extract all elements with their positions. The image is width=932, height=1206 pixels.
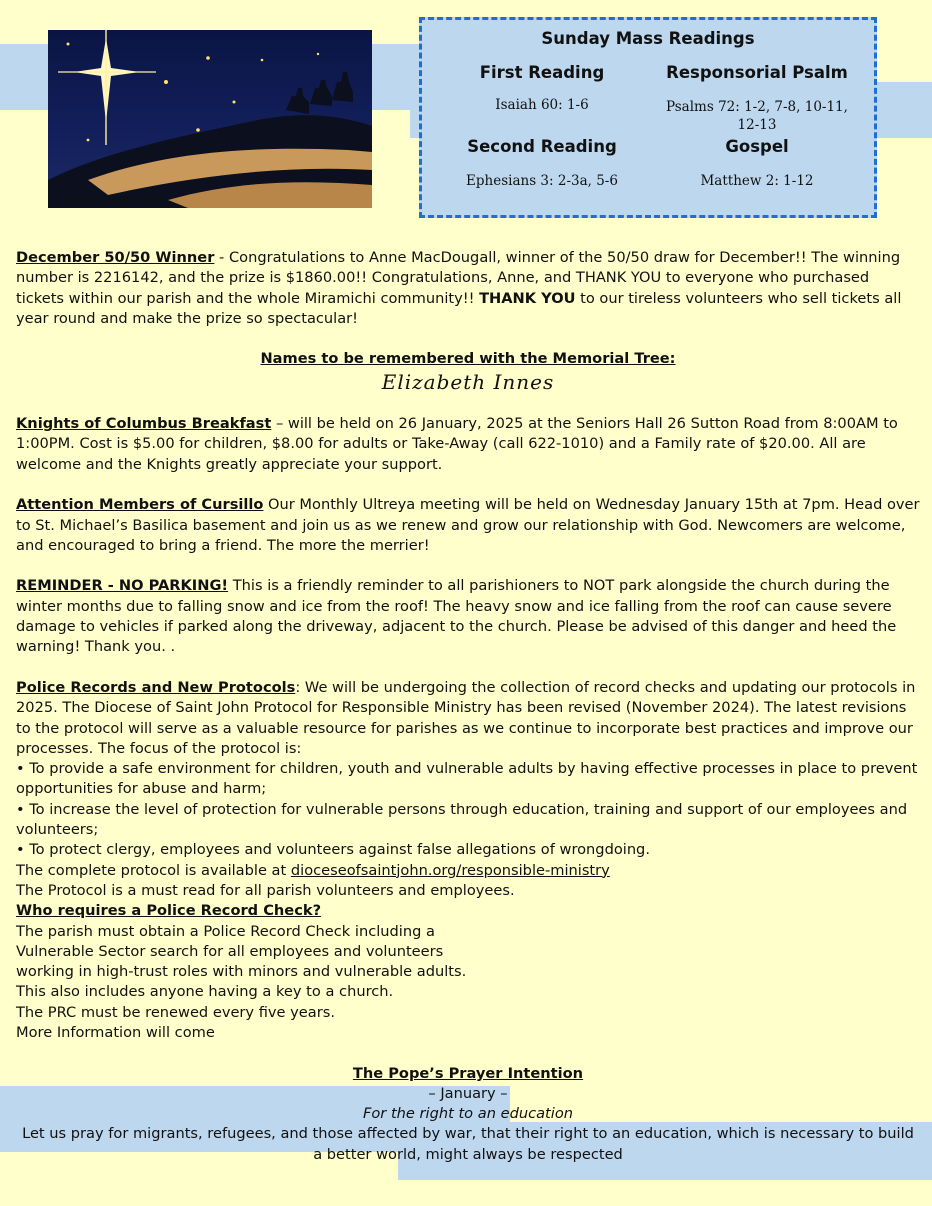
pope-month: – January – (428, 1084, 508, 1102)
second-reading-label: Second Reading (467, 137, 617, 156)
knights-paragraph: Knights of Columbus Breakfast – will be held on 26 January, 2025 at the Seniors Hall 26 Sutton Road from 8:00AM to 1:00PM. Cost is $5.00 for children, $8.00 for adults or Take-Away (call 622-1010) and a Family rate of $20.00. All are welcome and the Knights greatly appreciate your support. (16, 415, 898, 473)
pope-intention: For the right to an education (362, 1105, 573, 1123)
readings-title: Sunday Mass Readings (541, 29, 755, 48)
pope-heading: The Pope’s Prayer Intention (352, 1064, 584, 1082)
first-reading-label: First Reading (479, 63, 605, 82)
star-and-magi-icon (48, 30, 372, 208)
police-paragraph: Police Records and New Protocols: We will be undergoing the collection of record checks and updating our protocols in 2025. The Diocese of Saint John Protocol for Responsible Ministry has been revised (November 2024). The latest revisions to the protocol will serve as a valuable resource for parishes as we continue to incorporate best practices and improve our processes. The focus of the protocol is: (16, 678, 916, 757)
first-reading-value: Isaiah 60: 1-6 (495, 97, 589, 113)
gospel-label: Gospel (725, 137, 789, 156)
knights-heading: Knights of Columbus Breakfast (16, 415, 272, 433)
protocol-link[interactable]: dioceseofsaintjohn.org/responsible-ministry (290, 861, 610, 879)
cursillo-heading: Attention Members of Cursillo (16, 496, 264, 514)
epiphany-illustration (48, 30, 372, 208)
second-reading-value: Ephesians 3: 2-3a, 5-6 (466, 173, 618, 189)
list-item: • To protect clergy, employees and volunteers against false allegations of wrongdoing. (16, 841, 650, 859)
who-requires-heading: Who requires a Police Record Check? (16, 902, 322, 920)
parking-heading: REMINDER - NO PARKING! (16, 577, 229, 595)
pope-prayer: Let us pray for migrants, refugees, and those affected by war, that their right to an education, which is necessary to build a better world, might always be respected (22, 1125, 914, 1163)
gospel-value: Matthew 2: 1-12 (700, 173, 814, 189)
art-credit: Religious Graphics Ltd. (60, 195, 164, 205)
cursillo-paragraph: Attention Members of Cursillo Our Monthly Ultreya meeting will be held on Wednesday January 15th at 7pm. Head over to St. Michael’s Basilica basement and join us as we renew and grow our relationship with God. Newcomers are welcome, and encouraged to bring a friend. The more the merrier! (16, 496, 920, 554)
psalm-value: Psalms 72: 1-2, 7-8, 10-11, 12-13 (666, 99, 848, 133)
winner-paragraph: December 50/50 Winner - Congratulations to Anne MacDougall, winner of the 50/50 draw for December!! The winning number is 2216142, and the prize is $1860.00!! Congratulations, Anne, and THANK YOU to everyone who purchased tickets within our parish and the whole Miramichi community!! THANK YOU to our tireless volunteers who sell tickets all year round and make the prize so spectacular! (16, 249, 902, 327)
mass-readings-box (419, 17, 877, 218)
winner-heading: December 50/50 Winner (16, 249, 215, 266)
police-heading: Police Records and New Protocols (16, 678, 296, 696)
memorial-name: Elizabeth Innes (381, 369, 555, 394)
psalm-label: Responsorial Psalm (666, 63, 848, 82)
parking-paragraph: REMINDER - NO PARKING! This is a friendly reminder to all parishioners to NOT park alongside the church during the winter months due to falling snow and ice from the roof! The heavy snow and ice falling from the roof can cause severe damage to vehicles if parked along the driveway, adjacent to the church. Please be advised of this danger and heed the warning! Thank you. . (16, 577, 897, 656)
list-item: • To provide a safe environment for children, youth and vulnerable adults by having effective processes in place to prevent opportunities for abuse and harm; (16, 760, 918, 798)
bulletin-content: December 50/50 Winner - Congratulations to Anne MacDougall, winner of the 50/50 draw for December!! The winning number is 2216142, and the prize is $1860.00!! Congratulations, Anne, and THANK YOU to everyone who purchased tickets within our parish and the whole Miramichi community!! THANK YOU to our tireless volunteers who sell tickets all year round and make the prize so spectacular! Names to be remembered with the Memorial Tree: Elizabeth Innes Knights of Columbus Breakfast – will be held on 26 January, 2025 at the Seniors Hall 26 Sutton Road from 8:00AM to 1:00PM. Cost is $5.00 for children, $8.00 for adults or Take-Away (call 622-1010) and a Family rate of $20.00. All are welcome and the Knights greatly appreciate your support. Attention Members of Cursillo Our Monthly Ultreya meeting will be held on Wednesday January 15th at 7pm. Head over to St. Michael’s Basilica basement and join us as we renew and grow our relationship with God. Newcomers are welcome, and encouraged to bring a friend. The more the merrier! REMINDER - NO PARKING! This is a friendly reminder to all parishioners to NOT park alongside the church during the winter months due to falling snow and ice from the roof! The heavy snow and ice falling from the roof can cause severe damage to vehicles if parked along the driveway, adjacent to the church. Please be advised of this danger and heed the warning! Thank you. . Police Records and New Protocols: We will be undergoing the collection of record checks and updating our protocols in 2025. The Diocese of Saint John Protocol for Responsible Ministry has been revised (November 2024). The latest revisions to the protocol will serve as a valuable resource for parishes as we continue to incorporate best practices and improve our processes. The focus of the protocol is: • To provide a safe environment for children, youth and vulnerable adults by having effective processes in place to prevent opportunities for abuse and harm; • To increase the level of protection for vulnerable persons through education, training and support of our employees and volunteers; • To protect clergy, employees and volunteers against false allegations of wrongdoing. The complete protocol is available at dioceseofsaintjohn.org/responsible-ministry The Protocol is a must read for all parish volunteers and employees. Who requires a Police Record Check? The parish must obtain a Police Record Check including a Vulnerable Sector search for all employees and volunteers working in high-trust roles with minors and vulnerable adults. This also includes anyone having a key to a church. The PRC must be renewed every five years. More Information will come The Pope’s Prayer Intention – January – For the right to an education Let us pray for migrants, refugees, and those affected by war, that their right to an education, which is necessary to build a better world, might always be respected (16, 248, 920, 1165)
list-item: • To increase the level of protection for vulnerable persons through education, training and support of our employees and volunteers; (16, 800, 908, 839)
memorial-heading: Names to be remembered with the Memorial Tree: (260, 350, 676, 368)
